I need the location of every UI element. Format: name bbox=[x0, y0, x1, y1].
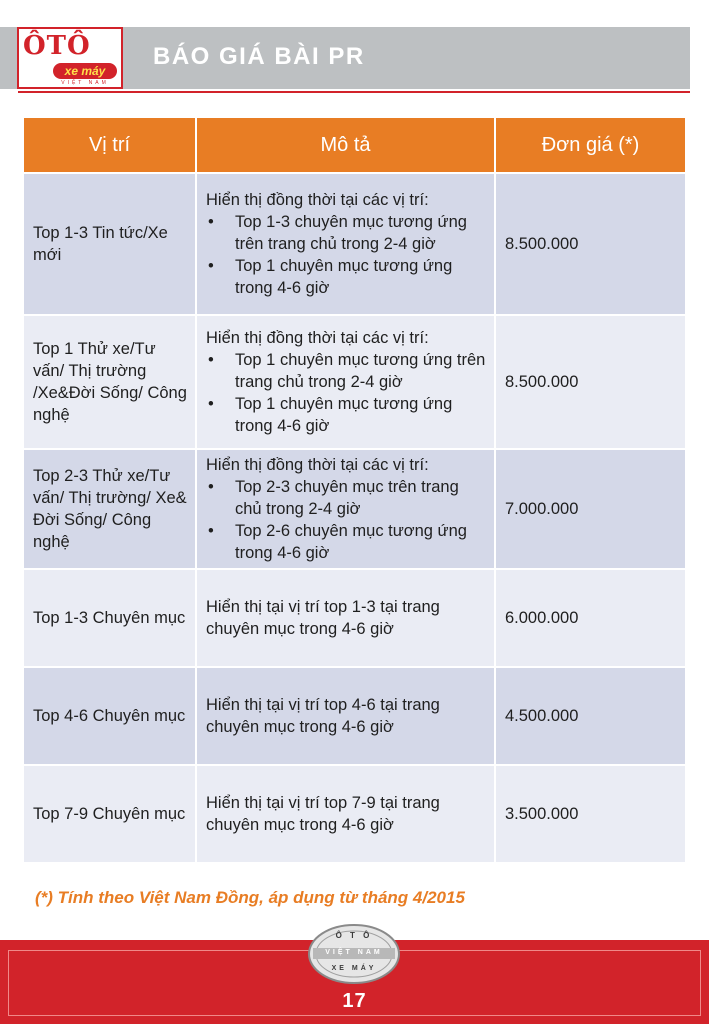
position-cell: Top 1-3 Chuyên mục bbox=[24, 568, 197, 666]
table-row bbox=[24, 666, 685, 764]
price-cell: 6.000.000 bbox=[496, 568, 685, 666]
position-cell: Top 2-3 Thử xe/Tư vấn/ Thị trường/ Xe& Đời Sống/ Công nghệ bbox=[24, 448, 197, 568]
position-cell: Top 1 Thử xe/Tư vấn/ Thị trường /Xe&Đời Sống/ Công nghệ bbox=[24, 314, 197, 448]
description-intro: Hiển thị đồng thời tại các vị trí: bbox=[206, 329, 429, 347]
table-row bbox=[24, 314, 685, 448]
footer-badge-logo bbox=[307, 923, 401, 985]
logo-wordmark: ÔTÔ bbox=[23, 31, 91, 61]
price-table bbox=[24, 118, 685, 862]
description-item: • Top 1-3 chuyên mục tương ứng trên trang chủ trong 2-4 giờ bbox=[206, 211, 486, 255]
price-cell: 8.500.000 bbox=[496, 172, 685, 314]
position-cell: Top 4-6 Chuyên mục bbox=[24, 666, 197, 764]
description-cell bbox=[197, 172, 496, 314]
description-list bbox=[206, 476, 486, 564]
badge-top-text: Ô T Ô bbox=[335, 931, 373, 940]
position-cell: Top 1-3 Tin tức/Xe mới bbox=[24, 172, 197, 314]
column-header-description: Mô tả bbox=[197, 118, 496, 172]
table-row bbox=[24, 172, 685, 314]
position-cell: Top 7-9 Chuyên mục bbox=[24, 764, 197, 862]
page-number: 17 bbox=[342, 990, 367, 1012]
description-cell: Hiển thị tại vị trí top 4-6 tại trang chuyên mục trong 4-6 giờ bbox=[197, 666, 496, 764]
description-list bbox=[206, 349, 486, 437]
badge-bottom-text: XE MÁY bbox=[331, 965, 377, 972]
logo-tagline: VIỆT NAM bbox=[61, 80, 109, 86]
description-intro: Hiển thị đồng thời tại các vị trí: bbox=[206, 191, 429, 209]
price-cell: 8.500.000 bbox=[496, 314, 685, 448]
header-divider bbox=[18, 91, 690, 93]
price-cell: 3.500.000 bbox=[496, 764, 685, 862]
description-cell: Hiển thị tại vị trí top 7-9 tại trang chuyên mục trong 4-6 giờ bbox=[197, 764, 496, 862]
table-row bbox=[24, 448, 685, 568]
description-cell bbox=[197, 314, 496, 448]
description-list bbox=[206, 211, 486, 299]
description-item: • Top 1 chuyên mục tương ứng trong 4-6 giờ bbox=[206, 393, 486, 437]
logo-subtitle: xe máy bbox=[53, 63, 117, 79]
column-header-price: Đơn giá (*) bbox=[496, 118, 685, 172]
price-cell: 7.000.000 bbox=[496, 448, 685, 568]
table-row bbox=[24, 764, 685, 862]
description-item: • Top 2-6 chuyên mục tương ứng trong 4-6 giờ bbox=[206, 520, 486, 564]
description-cell bbox=[197, 448, 496, 568]
column-header-position: Vị trí bbox=[24, 118, 197, 172]
table-row bbox=[24, 568, 685, 666]
brand-logo bbox=[17, 27, 123, 89]
description-item: • Top 1 chuyên mục tương ứng trong 4-6 giờ bbox=[206, 255, 486, 299]
description-item: • Top 1 chuyên mục tương ứng trên trang chủ trong 2-4 giờ bbox=[206, 349, 486, 393]
price-cell: 4.500.000 bbox=[496, 666, 685, 764]
page-title: BÁO GIÁ BÀI PR bbox=[153, 43, 365, 70]
description-cell: Hiển thị tại vị trí top 1-3 tại trang chuyên mục trong 4-6 giờ bbox=[197, 568, 496, 666]
price-footnote: (*) Tính theo Việt Nam Đồng, áp dụng từ tháng 4/2015 bbox=[35, 888, 465, 907]
description-item: • Top 2-3 chuyên mục trên trang chủ trong 2-4 giờ bbox=[206, 476, 486, 520]
badge-middle-text: VIỆT NAM bbox=[325, 949, 383, 956]
table-header-row bbox=[24, 118, 685, 172]
description-intro: Hiển thị đồng thời tại các vị trí: bbox=[206, 456, 429, 474]
